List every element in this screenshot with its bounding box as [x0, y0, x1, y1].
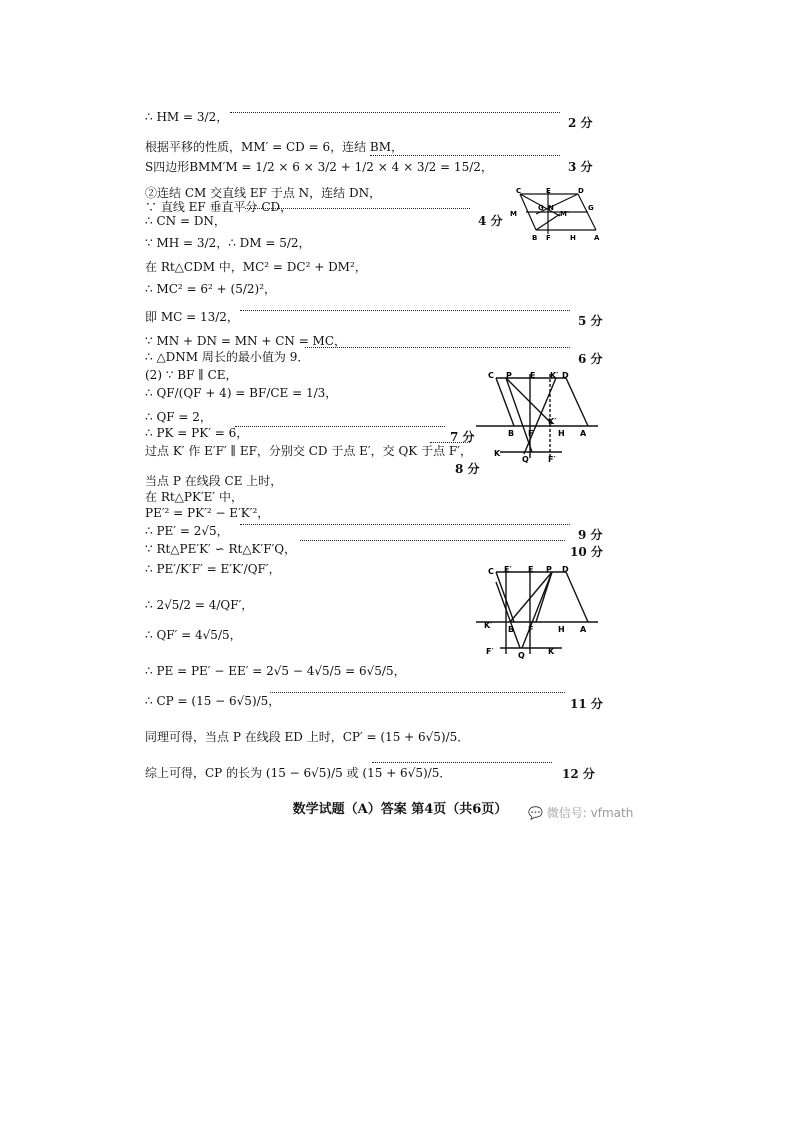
- wechat-watermark: [528, 806, 633, 821]
- fig1-label: D: [578, 187, 584, 195]
- score-2: 2 分: [568, 116, 593, 130]
- line-mc-squared: ∴ MC² = 6² + (5/2)²，: [145, 282, 277, 296]
- line-hm: [145, 110, 228, 125]
- line-bf-parallel-ce: (2) ∵ BF ∥ CE，: [145, 368, 238, 382]
- fig1-label: M: [510, 210, 517, 218]
- line-cp: ∴ CP = (15 − 6√5)/5，: [145, 694, 281, 708]
- fig3-label: K: [548, 647, 555, 656]
- fig1-label: C: [516, 187, 522, 195]
- line-mc: 即 MC = 13/2，: [145, 310, 239, 324]
- line-case-ed: 同理可得，当点 P 在线段 ED 上时，CP′ = (15 + 6√5)/5．: [145, 730, 470, 744]
- line-pythagoras: PE′² = PK′² − E′K′²，: [145, 506, 270, 520]
- leader-dots: [300, 540, 565, 554]
- score-5: 5 分: [578, 314, 603, 328]
- fig2-label: F: [528, 429, 534, 438]
- score-7: 7 分: [450, 430, 475, 444]
- fig2-label: E: [530, 371, 536, 380]
- fig3-label: F: [528, 625, 534, 634]
- line-pe: ∴ PE = PE′ − EE′ = 2√5 − 4√5/5 = 6√5/5，: [145, 664, 406, 678]
- fig3-label: E: [528, 565, 534, 574]
- line-proportion: ∴ PE′/K′F′ = E′K′/QF′，: [145, 562, 281, 576]
- leader-dots: [430, 442, 470, 456]
- line-perp-bisector: ∵ 直线 EF 垂直平分 CD，: [145, 200, 293, 214]
- fig2-label: Q: [522, 455, 529, 464]
- line-mh-dm: ∵ MH = 3/2，∴ DM = 5/2，: [145, 236, 311, 250]
- line-construct-e-f: 过点 K′ 作 E′F′ ∥ EF，分别交 CD 于点 E′，交 QK 于点 F′，: [145, 444, 472, 458]
- figure-translation-parallelogram: [508, 186, 604, 242]
- fig2-label: B: [508, 429, 515, 438]
- fig1-label: A: [594, 234, 600, 242]
- score-8: 8 分: [455, 462, 480, 476]
- line-cn-dn: ∴ CN = DN，: [145, 214, 226, 228]
- line-pk: ∴ PK = PK′ = 6，: [145, 426, 249, 440]
- score-4: 4 分: [478, 214, 503, 228]
- fig3-label: H: [558, 625, 565, 634]
- score-11: 11 分: [570, 697, 603, 711]
- fig3-label: E′: [504, 565, 512, 574]
- leader-dots: [270, 692, 565, 706]
- score-3: 3 分: [568, 160, 593, 174]
- line-substitute: ∴ 2√5/2 = 4/QF′，: [145, 598, 254, 612]
- leader-dots: [235, 426, 445, 440]
- line-hm-text: ∴ HM = 3/2，: [145, 110, 229, 124]
- leader-dots: [245, 208, 470, 222]
- fig3-label: P: [546, 565, 552, 574]
- fig1-label: H: [570, 234, 576, 242]
- fig1-label: G: [538, 204, 544, 212]
- fig1-label: F: [546, 234, 551, 242]
- line-similar: ∵ Rt△PE′K′ ∽ Rt△K′F′Q，: [145, 542, 297, 556]
- line-connect-cm: ②连结 CM 交直线 EF 于点 N，连结 DN，: [145, 186, 382, 200]
- fig3-label: B: [508, 625, 515, 634]
- line-min-perimeter: ∴ △DNM 周长的最小值为 9．: [145, 350, 310, 364]
- line-case-ce: 当点 P 在线段 CE 上时，: [145, 474, 283, 488]
- score-12: 12 分: [562, 767, 595, 781]
- page-footer: 数学试题（A）答案 第4页（共6页）: [292, 802, 508, 817]
- line-pe-prime: ∴ PE′ = 2√5，: [145, 524, 229, 538]
- line-mn-dn: ∵ MN + DN = MN + CN = MC，: [145, 334, 347, 348]
- leader-dots: [230, 112, 560, 126]
- score-6: 6 分: [578, 352, 603, 366]
- fig2-label: K′: [550, 371, 559, 380]
- line-rt-cdm: 在 Rt△CDM 中，MC² = DC² + DM²，: [145, 260, 367, 274]
- leader-dots: [372, 762, 552, 776]
- watermark-text: 微信号: vfmath: [546, 806, 634, 820]
- fig2-label: K: [494, 449, 501, 458]
- fig1-label: G: [588, 204, 594, 212]
- fig2-label: D: [562, 371, 569, 380]
- fig3-label: D: [562, 565, 569, 574]
- fig3-label: C: [488, 567, 494, 576]
- figure-part2-case-ce: [470, 562, 602, 660]
- line-rt-pke: 在 Rt△PK′E′ 中，: [145, 490, 243, 504]
- fig2-label: K′: [548, 417, 557, 426]
- fig1-label: B: [532, 234, 538, 242]
- fig3-label: F′: [486, 647, 494, 656]
- line-area: S四边形BMM′M = 1/2 × 6 × 3/2 + 1/2 × 4 × 3/2 = 15/2，: [145, 160, 493, 174]
- fig3-label: Q: [518, 651, 525, 660]
- fig1-label: M′: [560, 210, 569, 218]
- fig2-label: P: [506, 371, 512, 380]
- figure-part2-parallelogram: [470, 368, 602, 464]
- wechat-icon: 💬: [528, 806, 543, 820]
- fig2-label: F′: [548, 455, 556, 464]
- leader-dots: [305, 347, 570, 361]
- leader-dots: [240, 524, 570, 538]
- fig1-label: E: [546, 187, 551, 195]
- score-10: 10 分: [570, 545, 603, 559]
- line-ratio: ∴ QF/(QF + 4) = BF/CE = 1/3，: [145, 386, 338, 400]
- fig3-label: K′: [484, 621, 493, 630]
- line-conclusion: 综上可得，CP 的长为 (15 − 6√5)/5 或 (15 + 6√5)/5．: [145, 766, 452, 780]
- fig2-label: A: [580, 429, 587, 438]
- fig3-label: A: [580, 625, 587, 634]
- line-qf-prime: ∴ QF′ = 4√5/5，: [145, 628, 242, 642]
- leader-dots: [370, 155, 560, 169]
- fig2-label: H: [558, 429, 565, 438]
- leader-dots: [240, 310, 570, 324]
- line-translation: 根据平移的性质，MM′ = CD = 6，连结 BM，: [145, 140, 404, 154]
- score-9: 9 分: [578, 528, 603, 542]
- fig2-label: C: [488, 371, 494, 380]
- fig1-label: N: [548, 204, 554, 212]
- line-qf: ∴ QF = 2，: [145, 410, 212, 424]
